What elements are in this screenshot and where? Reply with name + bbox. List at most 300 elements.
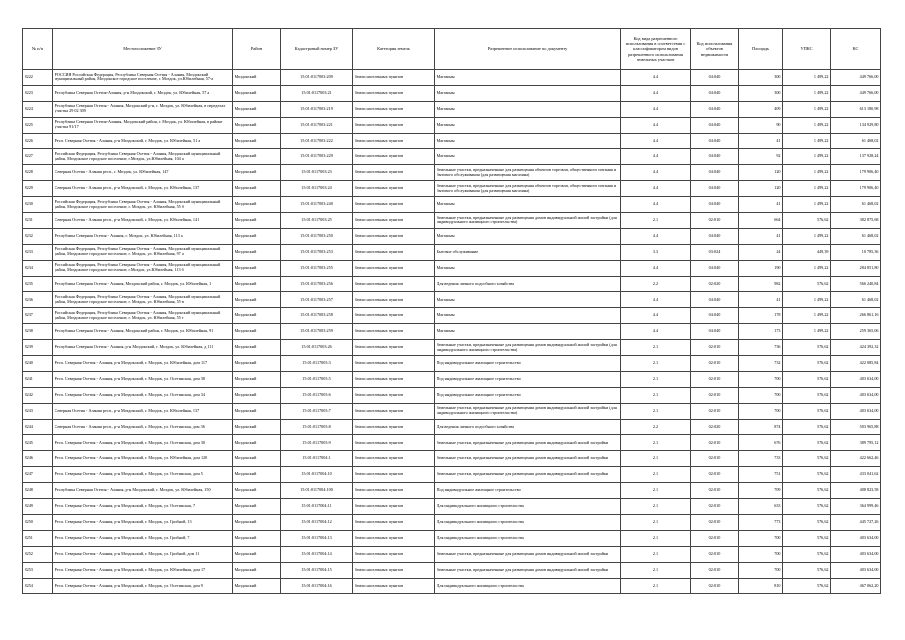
cell-property-use-code-text: 02:020: [708, 424, 721, 429]
cell-ks: [831, 165, 881, 181]
cell-district: [233, 117, 281, 133]
cell-land-category: [353, 101, 435, 117]
table-row: [23, 244, 881, 260]
cell-district: [233, 260, 281, 276]
cell-property-use-code-text: 04:040: [708, 170, 721, 175]
cell-property-use-code-text: 02:010: [708, 408, 721, 413]
cell-number: [23, 101, 53, 117]
cell-property-use-code: [691, 419, 739, 435]
cell-district-text: Моздокский: [234, 567, 257, 572]
cell-cadastral-number-text: 15:01:0117003:259: [300, 329, 333, 334]
cell-upks: [783, 578, 831, 594]
cell-upks: [783, 371, 831, 387]
cell-land-category: [353, 165, 435, 181]
cell-cadastral-number: [281, 324, 353, 340]
cell-use-type-code: [621, 165, 691, 181]
cell-use-type-code: [621, 578, 691, 594]
col-header-land-category: Категория земель: [353, 29, 435, 70]
cell-ks-text: 61 468,02: [861, 202, 879, 207]
cell-area-text: 120: [774, 186, 781, 191]
cell-ks-text: 422 085,84: [859, 361, 879, 366]
cell-property-use-code: [691, 483, 739, 499]
cell-district-text: Моздокский: [234, 376, 257, 381]
cell-cadastral-number-text: 15:01:0117004:16: [301, 583, 332, 588]
cell-location: [53, 340, 233, 356]
cell-upks: [783, 467, 831, 483]
cell-area-text: 633: [774, 504, 781, 509]
cell-land-category: [353, 324, 435, 340]
cell-location-text: Респ. Северная Осетия - Алания, р-н Моздокский, г. Моздок, ул. Грибной, 13: [54, 519, 192, 524]
cell-location: [53, 101, 233, 117]
cell-ks-text: 449 766,00: [859, 90, 879, 95]
cell-upks-text: 1 499,22: [813, 90, 829, 95]
cell-area-text: 732: [774, 361, 781, 366]
cell-upks-text: 576,62: [816, 488, 829, 493]
cell-district: [233, 514, 281, 530]
cell-number: [23, 260, 53, 276]
cell-ks: [831, 403, 881, 419]
cell-number: [23, 435, 53, 451]
table-header-row: [23, 29, 881, 70]
cell-area-text: 700: [774, 551, 781, 556]
cell-ks: [831, 467, 881, 483]
cell-ks: [831, 101, 881, 117]
cell-location-text: Республика Северная Осетия - Алания, Моздокский район, г. Моздок, ул. Юбилейная, 91: [54, 329, 214, 334]
cell-cadastral-number-text: 15:01:0117003:26: [301, 345, 332, 350]
cell-cadastral-number-text: 15:01:0117004:100: [300, 488, 333, 493]
cell-land-category: [353, 197, 435, 213]
table-row: [23, 165, 881, 181]
cell-district: [233, 324, 281, 340]
cell-district-text: Моздокский: [234, 361, 257, 366]
cell-upks-text: 576,62: [816, 551, 829, 556]
cell-location: [53, 117, 233, 133]
cell-use-type-code: [621, 181, 691, 197]
cell-location: [53, 483, 233, 499]
cell-permitted-use-text: Для индивидуального жилищного строительства: [436, 535, 524, 540]
cell-number: [23, 562, 53, 578]
cell-location: [53, 499, 233, 515]
cell-area: [739, 165, 783, 181]
cell-upks-text: 1 499,22: [813, 202, 829, 207]
cell-property-use-code: [691, 133, 739, 149]
cell-permitted-use-text: Под индивидуальное жилищное строительство: [436, 392, 521, 397]
cell-use-type-code: [621, 70, 691, 86]
cell-district-text: Моздокский: [234, 297, 257, 302]
cell-district-text: Моздокский: [234, 472, 257, 477]
col-header-upks: УПКС: [783, 29, 831, 70]
cell-ks: [831, 324, 881, 340]
cell-permitted-use: [435, 387, 621, 403]
cell-use-type-code: [621, 371, 691, 387]
cell-district-text: Моздокский: [234, 202, 257, 207]
cell-area: [739, 371, 783, 387]
col-header-permitted-use: Разрешенное использование по документу: [435, 29, 621, 70]
cell-land-category-text: Земли населенных пунктов: [354, 106, 404, 111]
cell-location: [53, 514, 233, 530]
cell-upks: [783, 387, 831, 403]
cell-number-text: 8235: [24, 281, 33, 286]
cell-cadastral-number: [281, 483, 353, 499]
cell-upks-text: 576,62: [816, 519, 829, 524]
cell-ks-text: 389 795,12: [859, 440, 879, 445]
cell-number-text: 8248: [24, 488, 33, 493]
cell-property-use-code: [691, 530, 739, 546]
cell-cadastral-number-text: 15:01:0117003:24: [301, 186, 332, 191]
cell-location-text: Респ. Северная Осетия - Алания, р-н Моздокский, г. Моздок, ул. Грибной, 7: [54, 535, 190, 540]
cell-property-use-code: [691, 244, 739, 260]
cell-use-type-code: [621, 197, 691, 213]
cell-use-type-code-text: 4.4: [652, 297, 659, 302]
cell-cadastral-number-text: 15:01:0117004:11: [301, 504, 332, 509]
cell-land-category: [353, 371, 435, 387]
cell-permitted-use-text: Под индивидуальное жилищное строительство: [436, 488, 521, 493]
cell-upks: [783, 101, 831, 117]
cell-land-category: [353, 276, 435, 292]
cell-permitted-use: [435, 117, 621, 133]
table-row: [23, 371, 881, 387]
cell-area: [739, 578, 783, 594]
cell-cadastral-number: [281, 578, 353, 594]
cell-use-type-code-text: 2.1: [652, 519, 659, 524]
cell-use-type-code-text: 2.1: [652, 392, 659, 397]
cell-district: [233, 546, 281, 562]
cell-cadastral-number-text: 15:01:0117003:219: [300, 106, 333, 111]
cell-location: [53, 562, 233, 578]
cell-district-text: Моздокский: [234, 392, 257, 397]
cell-land-category-text: Земли населенных пунктов: [354, 202, 404, 207]
cell-use-type-code-text: 2.1: [652, 583, 659, 588]
cell-area-text: 709: [774, 488, 781, 493]
cell-location: [53, 213, 233, 229]
cell-cadastral-number: [281, 546, 353, 562]
col-header-area: Площадь: [739, 29, 783, 70]
cell-ks-text: 422 662,46: [859, 456, 879, 461]
cell-number: [23, 451, 53, 467]
cell-number-text: 8234: [24, 265, 33, 270]
cell-location: [53, 244, 233, 260]
cell-cadastral-number: [281, 371, 353, 387]
cell-cadastral-number-text: 15:01:0117003:5: [302, 376, 331, 381]
cell-cadastral-number: [281, 85, 353, 101]
cell-district-text: Моздокский: [234, 408, 257, 413]
table-body: [23, 70, 881, 594]
cell-land-category-text: Земли населенных пунктов: [354, 281, 404, 286]
cell-upks-text: 576,62: [816, 408, 829, 413]
cell-area: [739, 260, 783, 276]
cell-permitted-use-text: Под индивидуальное жилищное строительство: [436, 376, 521, 381]
cell-use-type-code: [621, 117, 691, 133]
cell-property-use-code: [691, 356, 739, 372]
cell-district-text: Моздокский: [234, 170, 257, 175]
cell-number-text: 8247: [24, 472, 33, 477]
cell-cadastral-number: [281, 101, 353, 117]
cell-district: [233, 387, 281, 403]
cell-number: [23, 467, 53, 483]
cell-area: [739, 499, 783, 515]
cell-property-use-code: [691, 371, 739, 387]
cell-land-category-text: Земли населенных пунктов: [354, 504, 404, 509]
cell-district-text: Моздокский: [234, 138, 257, 143]
cell-area: [739, 483, 783, 499]
cell-land-category: [353, 244, 435, 260]
cell-upks-text: 576,62: [816, 504, 829, 509]
cell-property-use-code-text: 04:040: [708, 297, 721, 302]
cell-district: [233, 340, 281, 356]
cell-district: [233, 181, 281, 197]
cell-upks: [783, 356, 831, 372]
cell-use-type-code-text: 4.4: [652, 186, 659, 191]
cell-location: [53, 197, 233, 213]
cell-cadastral-number-text: 15:01:0117003:240: [300, 202, 333, 207]
cell-permitted-use-text: Магазины: [436, 313, 455, 318]
cell-upks: [783, 562, 831, 578]
cell-permitted-use: [435, 340, 621, 356]
table-row: [23, 149, 881, 165]
cell-use-type-code: [621, 435, 691, 451]
cell-ks-text: 61 468,02: [861, 297, 879, 302]
table-row: [23, 181, 881, 197]
cell-upks: [783, 181, 831, 197]
cell-use-type-code: [621, 467, 691, 483]
cell-permitted-use-text: Магазины: [436, 106, 455, 111]
cell-ks-text: 259 365,06: [859, 329, 879, 334]
cell-district: [233, 371, 281, 387]
cell-upks-text: 576,62: [816, 392, 829, 397]
cell-location: [53, 181, 233, 197]
cell-land-category: [353, 85, 435, 101]
cell-land-category: [353, 260, 435, 276]
cell-area: [739, 467, 783, 483]
cell-property-use-code: [691, 85, 739, 101]
cell-ks: [831, 213, 881, 229]
cell-number: [23, 419, 53, 435]
cell-land-category: [353, 292, 435, 308]
cell-area-text: 773: [774, 519, 781, 524]
cell-location: [53, 276, 233, 292]
cell-district: [233, 149, 281, 165]
cell-land-category: [353, 228, 435, 244]
cell-upks: [783, 451, 831, 467]
cell-permitted-use: [435, 403, 621, 419]
cell-upks-text: 576,62: [816, 583, 829, 588]
cell-property-use-code: [691, 499, 739, 515]
cell-district: [233, 562, 281, 578]
cell-use-type-code-text: 2.1: [652, 218, 659, 223]
cell-cadastral-number-text: 15:01:0117003:9: [302, 440, 331, 445]
cell-ks: [831, 499, 881, 515]
cell-area-text: 676: [774, 440, 781, 445]
cell-district: [233, 85, 281, 101]
cell-cadastral-number-text: 15:01:0117003:250: [300, 233, 333, 238]
cell-permitted-use: [435, 101, 621, 117]
cell-land-category-text: Земли населенных пунктов: [354, 408, 404, 413]
cell-ks-text: 403 634,00: [859, 408, 879, 413]
cell-land-category: [353, 483, 435, 499]
cell-location: [53, 85, 233, 101]
cell-area-text: 24: [776, 249, 781, 254]
cell-permitted-use: [435, 244, 621, 260]
cell-district-text: Моздокский: [234, 535, 257, 540]
cell-area: [739, 356, 783, 372]
cell-number-text: 8252: [24, 551, 33, 556]
cell-ks-text: 613 180,98: [859, 106, 879, 111]
cell-use-type-code-text: 2.2: [652, 424, 659, 429]
cell-number: [23, 324, 53, 340]
table-row: [23, 451, 881, 467]
cell-area: [739, 292, 783, 308]
cell-land-category-text: Земли населенных пунктов: [354, 297, 404, 302]
cell-land-category-text: Земли населенных пунктов: [354, 583, 404, 588]
cell-upks: [783, 546, 831, 562]
cell-land-category-text: Земли населенных пунктов: [354, 472, 404, 477]
table-row: [23, 356, 881, 372]
cell-property-use-code: [691, 197, 739, 213]
cell-property-use-code: [691, 514, 739, 530]
cell-land-category: [353, 499, 435, 515]
cell-ks-text: 284 851,80: [859, 265, 879, 270]
cell-permitted-use: [435, 70, 621, 86]
cell-number: [23, 546, 53, 562]
col-header-property-use-code: Код использования объектов недвижимости: [691, 29, 739, 70]
cell-number-text: 8250: [24, 519, 33, 524]
table-row: [23, 387, 881, 403]
cell-location-text: Респ. Северная Осетия - Алания, р-н Моздокский, г. Моздок, ул. Осетинская, дом 34: [54, 392, 205, 397]
cell-cadastral-number-text: 15:01:0117003:3: [302, 361, 331, 366]
table-row: [23, 197, 881, 213]
cell-ks: [831, 276, 881, 292]
cell-use-type-code: [621, 403, 691, 419]
table-row: [23, 499, 881, 515]
cell-permitted-use: [435, 133, 621, 149]
cell-ks: [831, 260, 881, 276]
cell-area-text: 664: [774, 218, 781, 223]
table-row: [23, 467, 881, 483]
cell-area: [739, 133, 783, 149]
cell-location: [53, 228, 233, 244]
cell-property-use-code-text: 02:010: [708, 519, 721, 524]
cell-property-use-code: [691, 101, 739, 117]
cell-location: [53, 419, 233, 435]
cell-land-category-text: Земли населенных пунктов: [354, 361, 404, 366]
cell-use-type-code-text: 4.4: [652, 170, 659, 175]
cell-property-use-code-text: 02:010: [708, 440, 721, 445]
cell-upks-text: 1 499,22: [813, 75, 829, 80]
cell-cadastral-number: [281, 562, 353, 578]
cell-district-text: Моздокский: [234, 329, 257, 334]
cell-location-text: Российская Федерация, Республика Северная Осетия - Алания, Моздокский муниципальный район, Моздокское городское поселение, г. Моздок, ул. Юбилейная, 55 в: [54, 295, 221, 304]
table-row: [23, 546, 881, 562]
cell-area-text: 733: [774, 456, 781, 461]
cell-area: [739, 419, 783, 435]
cell-location: [53, 165, 233, 181]
cell-upks: [783, 133, 831, 149]
cell-area: [739, 530, 783, 546]
cell-cadastral-number-text: 15:01:0117003:257: [300, 297, 333, 302]
cell-cadastral-number-text: 15:01:0117003:221: [300, 122, 333, 127]
cell-ks-text: 433 041,62: [859, 472, 879, 477]
cell-land-category-text: Земли населенных пунктов: [354, 392, 404, 397]
cell-cadastral-number-text: 15:01:0117003:6: [302, 392, 331, 397]
cell-upks-text: 576,62: [816, 472, 829, 477]
cell-permitted-use-text: Магазины: [436, 265, 455, 270]
cell-number: [23, 133, 53, 149]
cell-cadastral-number: [281, 387, 353, 403]
cell-property-use-code-text: 04:040: [708, 313, 721, 318]
cell-location-text: Российская Федерация, Республика Северная Осетия - Алания, Моздокский муниципальный район, Моздокское городское поселение, г. Моздок, ул. Юбилейная, 55 г: [54, 310, 221, 320]
cell-property-use-code: [691, 562, 739, 578]
cell-permitted-use-text: Земельные участки, предназначенные для размещения домов индивидуальной жилой застройки (для индивидуального жилищного строительства): [436, 215, 617, 225]
col-header-ks: КС: [831, 29, 881, 70]
cell-area-text: 700: [774, 567, 781, 572]
cell-permitted-use-text: Магазины: [436, 154, 455, 159]
cell-area: [739, 228, 783, 244]
cell-use-type-code-text: 4.4: [652, 106, 659, 111]
cell-upks: [783, 419, 831, 435]
cell-permitted-use-text: Земельные участки, предназначенные для размещения домов индивидуальной жилой застройки: [436, 551, 609, 556]
cell-upks-text: 576,62: [816, 535, 829, 540]
cell-upks-text: 1 499,22: [813, 154, 829, 159]
col-header-location: Местоположение ЗУ: [53, 29, 233, 70]
cell-use-type-code-text: 2.1: [652, 408, 659, 413]
cell-area: [739, 197, 783, 213]
cell-ks-text: 445 727,26: [859, 519, 879, 524]
cell-use-type-code: [621, 451, 691, 467]
cell-number-text: 8254: [24, 583, 33, 588]
cell-cadastral-number: [281, 340, 353, 356]
cell-district-text: Моздокский: [234, 504, 257, 509]
cell-use-type-code: [621, 387, 691, 403]
cell-permitted-use-text: Магазины: [436, 202, 455, 207]
cell-use-type-code-text: 4.4: [652, 265, 659, 270]
cell-area: [739, 308, 783, 324]
cell-number: [23, 228, 53, 244]
cell-permitted-use: [435, 276, 621, 292]
cell-permitted-use: [435, 85, 621, 101]
cell-land-category: [353, 530, 435, 546]
cell-use-type-code-text: 2.2: [652, 281, 659, 286]
cell-cadastral-number-text: 15:01:0117003:21: [301, 90, 332, 95]
cell-upks-text: 576,62: [816, 424, 829, 429]
cell-number: [23, 213, 53, 229]
cell-cadastral-number: [281, 260, 353, 276]
cell-area: [739, 546, 783, 562]
cell-property-use-code-text: 02:010: [708, 551, 721, 556]
cell-number: [23, 578, 53, 594]
cell-land-category: [353, 467, 435, 483]
cell-ks: [831, 181, 881, 197]
table-row: [23, 101, 881, 117]
cell-land-category: [353, 387, 435, 403]
cell-number: [23, 292, 53, 308]
cell-ks-text: 467 062,20: [859, 583, 879, 588]
cell-number-text: 8229: [24, 186, 33, 191]
cell-use-type-code: [621, 292, 691, 308]
cell-property-use-code-text: 02:010: [708, 504, 721, 509]
cell-property-use-code-text: 04:040: [708, 186, 721, 191]
cell-cadastral-number: [281, 244, 353, 260]
cell-area-text: 700: [774, 392, 781, 397]
cell-use-type-code: [621, 308, 691, 324]
cell-ks-text: 266 861,16: [859, 313, 879, 318]
cell-upks-text: 1 499,22: [813, 186, 829, 191]
cell-district: [233, 213, 281, 229]
cell-property-use-code: [691, 387, 739, 403]
cell-upks-text: 1 499,22: [813, 313, 829, 318]
cell-property-use-code-text: 02:010: [708, 472, 721, 477]
cell-property-use-code-text: 04:040: [708, 90, 721, 95]
cell-permitted-use: [435, 324, 621, 340]
